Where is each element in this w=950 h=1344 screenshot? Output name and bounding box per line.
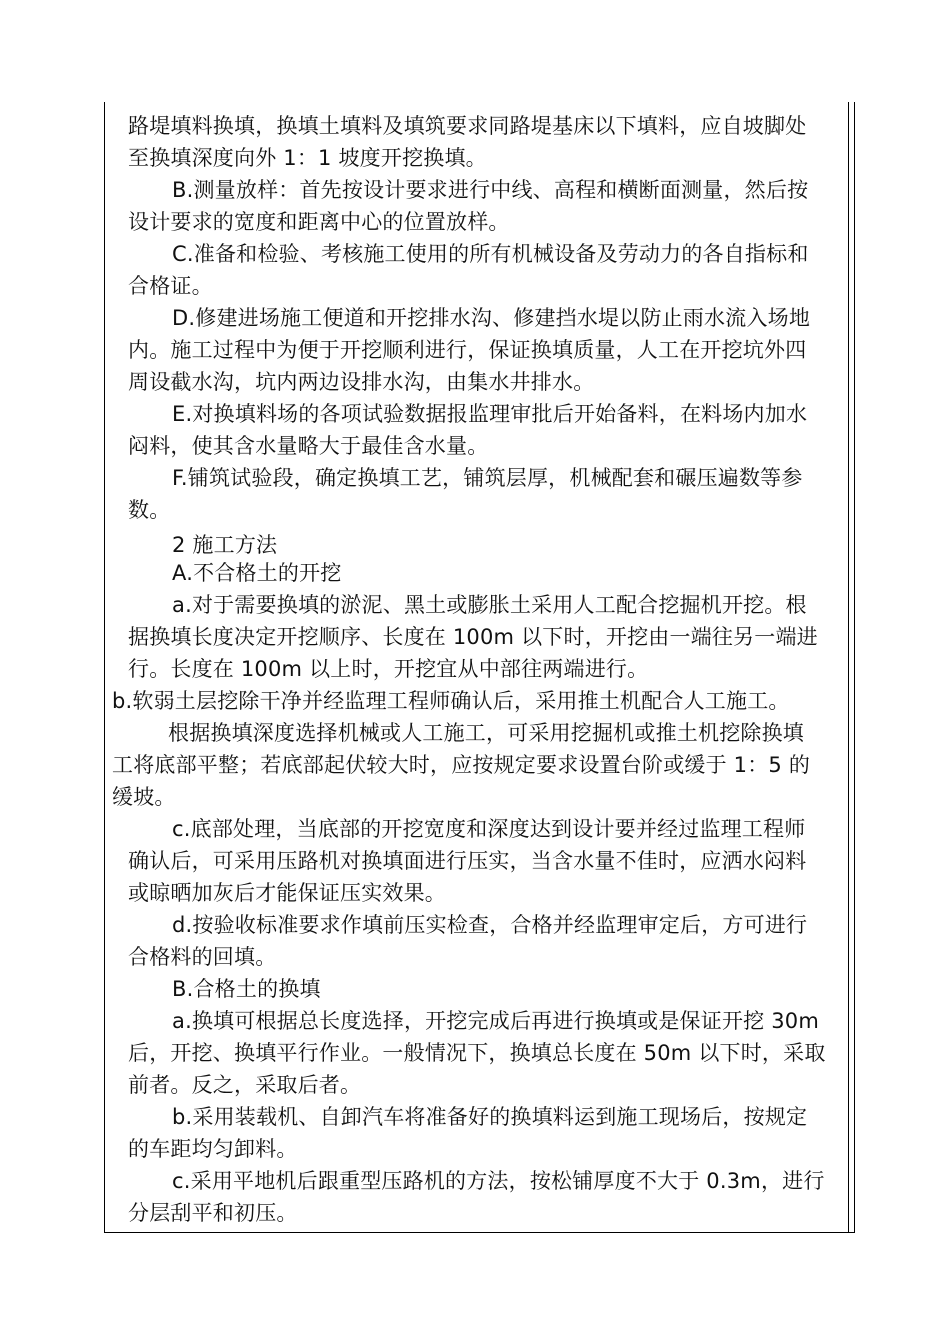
text-line: 行。长度在 100m 以上时，开挖宜从中部往两端进行。: [128, 657, 649, 681]
text-line: D.修建进场施工便道和开挖排水沟、修建挡水堤以防止雨水流入场地: [172, 306, 811, 330]
text-line: F.铺筑试验段，确定换填工艺，铺筑层厚，机械配套和碾压遍数等参: [172, 466, 803, 490]
subsection-heading: B.合格土的换填: [172, 977, 321, 1001]
text-line: c.底部处理，当底部的开挖宽度和深度达到设计要并经过监理工程师: [172, 817, 806, 841]
text-line: b.软弱土层挖除干净并经监理工程师确认后，采用推土机配合人工施工。: [112, 689, 790, 713]
text-line: 路堤填料换填，换填土填料及填筑要求同路堤基床以下填料，应自坡脚处: [128, 114, 807, 138]
text-line: 数。: [128, 498, 171, 522]
section-heading: 2 施工方法: [172, 533, 278, 557]
table-inner-border: [848, 102, 849, 1233]
text-line: d.按验收标准要求作填前压实检查，合格并经监理审定后，方可进行: [172, 913, 808, 937]
text-line: 据换填长度决定开挖顺序、长度在 100m 以下时，开挖由一端往另一端进: [128, 625, 818, 649]
text-line: 内。施工过程中为便于开挖顺利进行，保证换填质量，人工在开挖坑外四: [128, 338, 807, 362]
text-line: 缓坡。: [112, 785, 176, 809]
text-line: 前者。反之，采取后者。: [128, 1073, 362, 1097]
text-line: 确认后，可采用压路机对换填面进行压实，当含水量不佳时，应洒水闷料: [128, 849, 807, 873]
text-line: 工将底部平整；若底部起伏较大时，应按规定要求设置台阶或缓于 1：5 的: [112, 753, 811, 777]
text-line: c.采用平地机后跟重型压路机的方法，按松铺厚度不大于 0.3m，进行: [172, 1169, 825, 1193]
text-line: E.对换填料场的各项试验数据报监理审批后开始备料，在料场内加水: [172, 402, 808, 426]
text-line: C.准备和检验、考核施工使用的所有机械设备及劳动力的各自指标和: [172, 242, 809, 266]
subsection-heading: A.不合格土的开挖: [172, 561, 342, 585]
text-line: 周设截水沟，坑内两边设排水沟，由集水井排水。: [128, 370, 595, 394]
text-line: b.采用装载机、自卸汽车将准备好的换填料运到施工现场后，按规定: [172, 1105, 808, 1129]
text-line: 合格料的回填。: [128, 945, 277, 969]
text-line: 至换填深度向外 1：1 坡度开挖换填。: [128, 146, 487, 170]
text-line: 的车距均匀卸料。: [128, 1137, 298, 1161]
text-line: 根据换填深度选择机械或人工施工，可采用挖掘机或推土机挖除换填: [168, 721, 804, 745]
text-line: 后，开挖、换填平行作业。一般情况下，换填总长度在 50m 以下时，采取: [128, 1041, 826, 1065]
text-line: 或晾晒加灰后才能保证压实效果。: [128, 881, 446, 905]
text-line: 闷料，使其含水量略大于最佳含水量。: [128, 434, 489, 458]
text-line: 合格证。: [128, 274, 213, 298]
text-line: B.测量放样：首先按设计要求进行中线、高程和横断面测量，然后按: [172, 178, 809, 202]
text-line: a.对于需要换填的淤泥、黑土或膨胀土采用人工配合挖掘机开挖。根: [172, 593, 807, 617]
text-line: 设计要求的宽度和距离中心的位置放样。: [128, 210, 510, 234]
text-line: 分层刮平和初压。: [128, 1201, 298, 1225]
text-line: a.换填可根据总长度选择，开挖完成后再进行换填或是保证开挖 30m: [172, 1009, 819, 1033]
